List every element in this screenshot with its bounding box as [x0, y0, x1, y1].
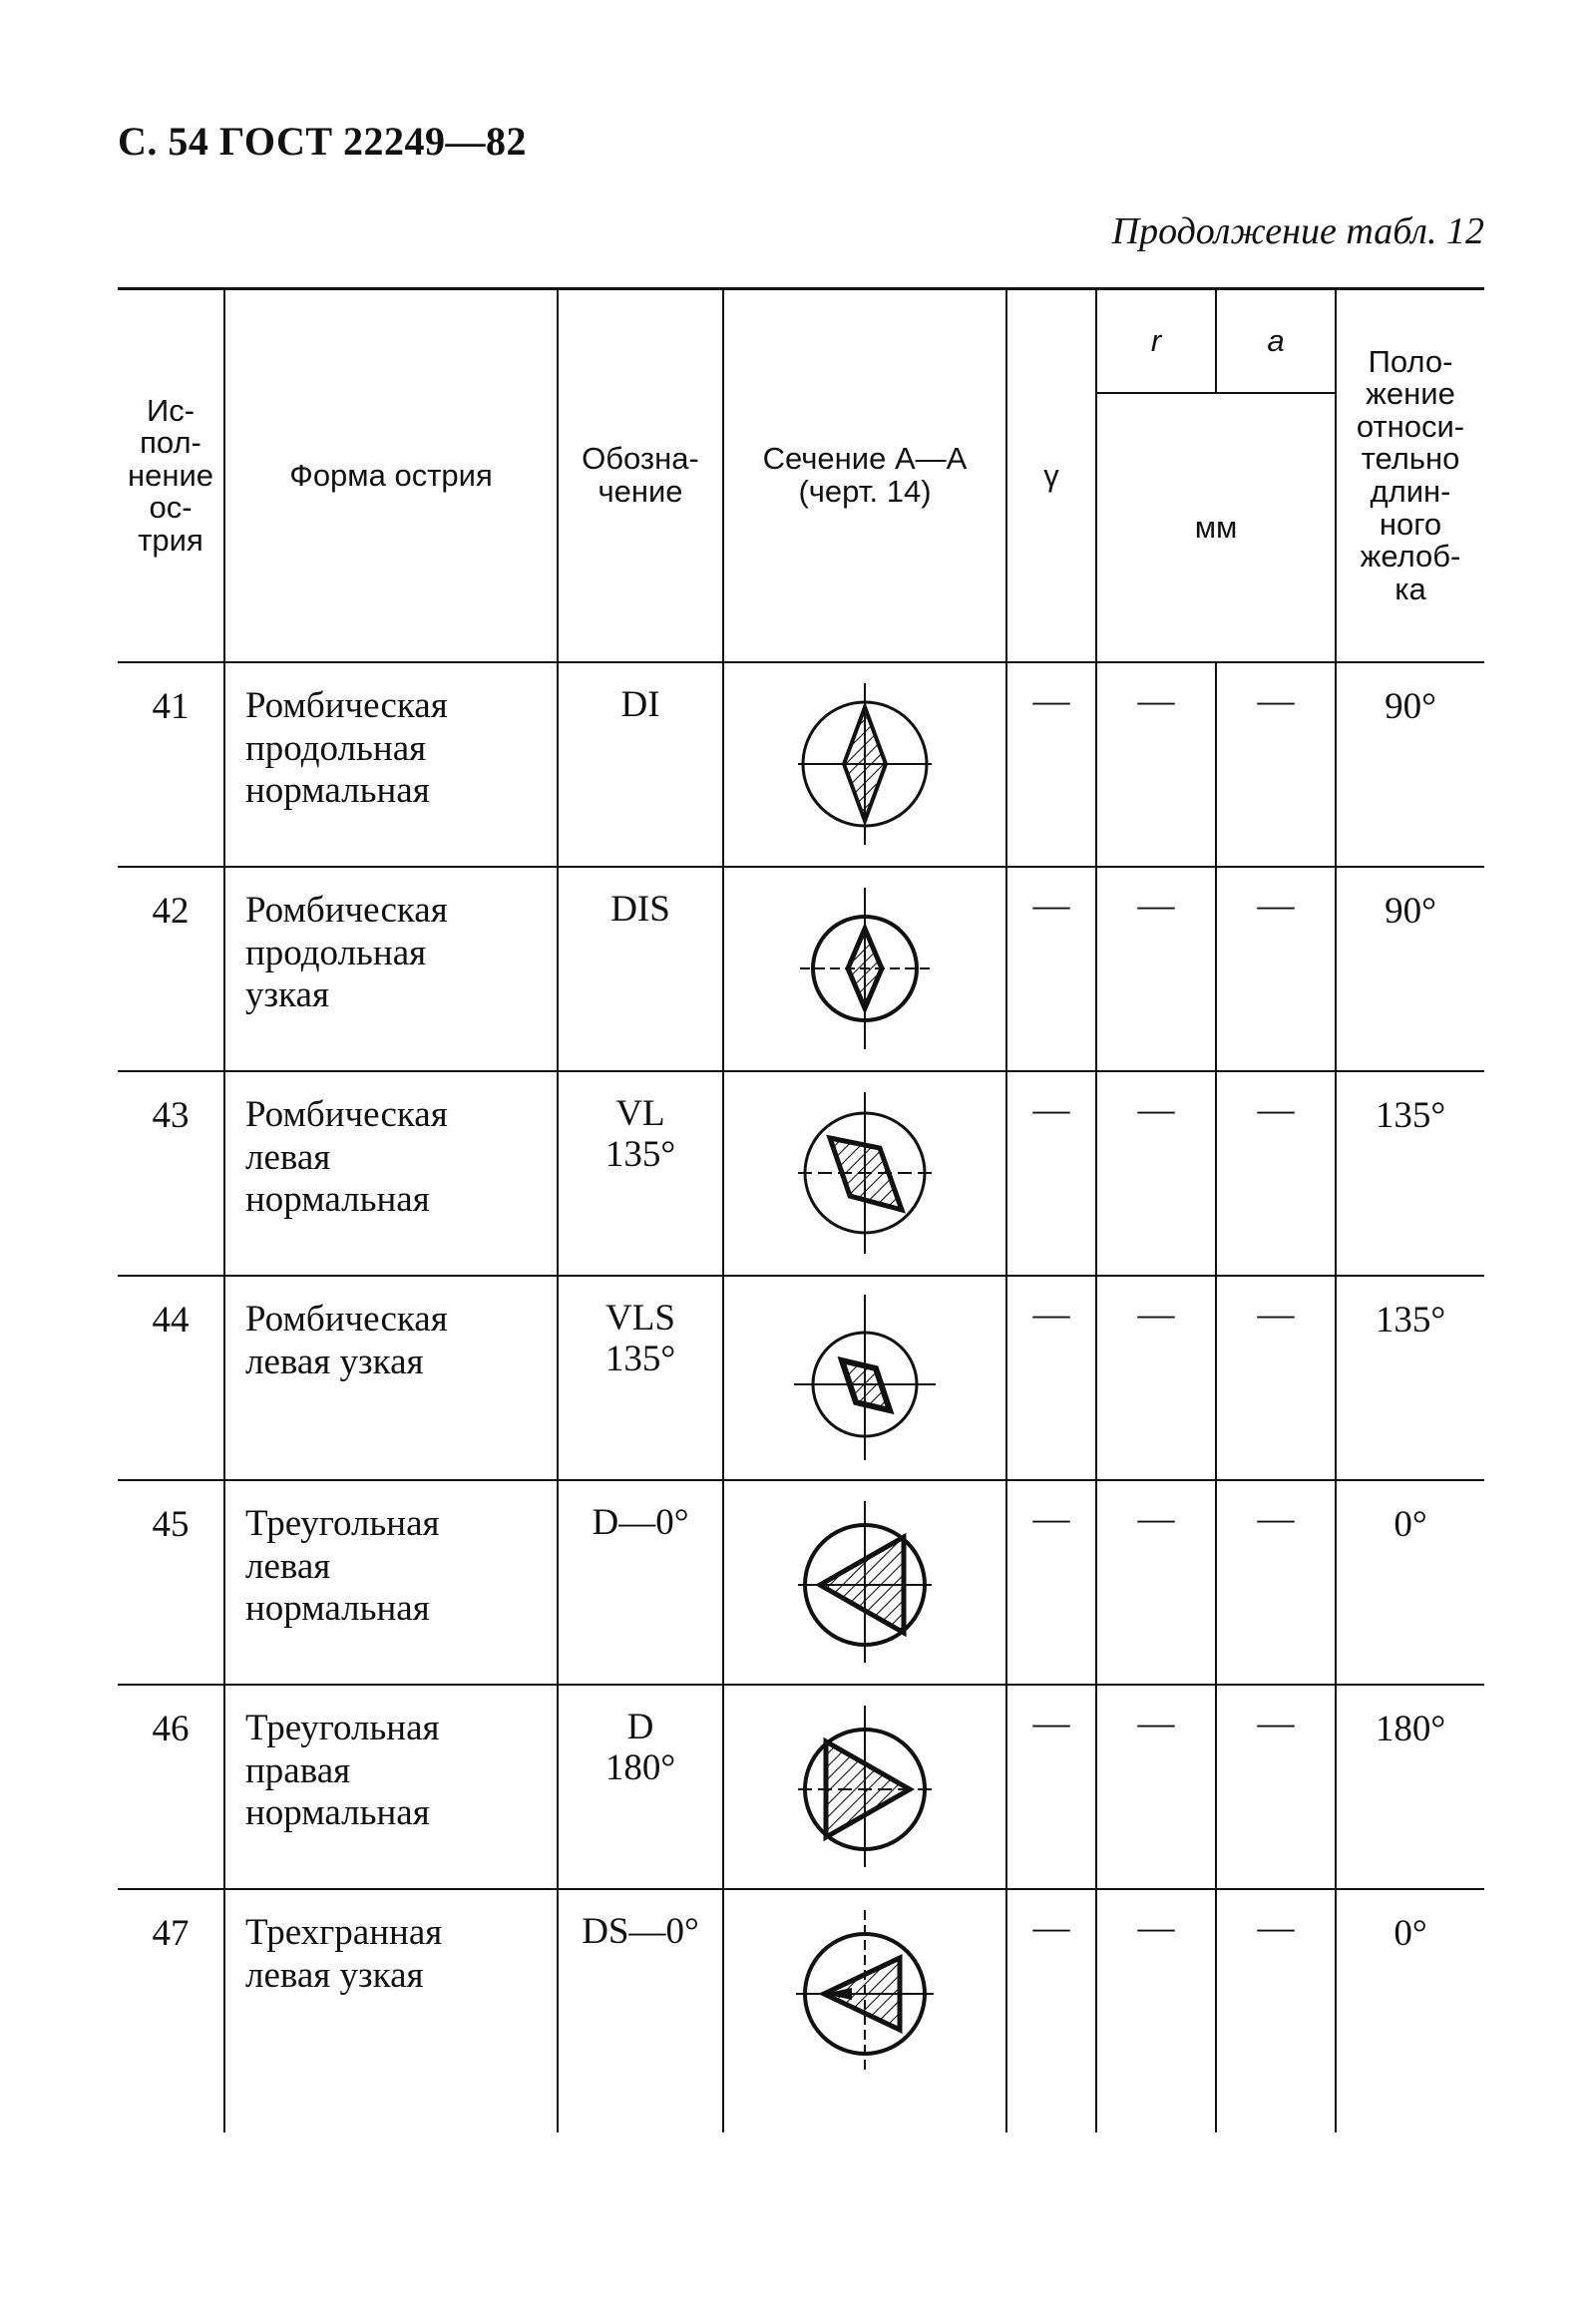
col-a: a — [1216, 289, 1336, 394]
table-row: 41 Ромбическая продольная нормальная DI — — — 90° — [118, 662, 1484, 867]
designation: VLS 135° — [604, 1298, 676, 1379]
designation: DS—0° — [582, 1911, 699, 1952]
spec-table — [118, 287, 1484, 2132]
position-value: 135° — [1375, 1300, 1446, 1341]
row-number: 44 — [152, 1300, 190, 1341]
designation: D—0° — [592, 1502, 689, 1543]
row-number: 42 — [152, 891, 190, 932]
trihedral-left-narrow-icon — [724, 1890, 1005, 2081]
triangle-left-normal-icon — [724, 1481, 1005, 1672]
page-header: С. 54 ГОСТ 22249—82 — [118, 119, 528, 164]
shape-name: Трехгранная левая узкая — [245, 1912, 443, 1996]
position-value: 90° — [1385, 686, 1436, 727]
table-row: 45 Треугольная левая нормальная D—0° — — — 0° — [118, 1480, 1484, 1685]
table-row: 46 Треугольная правая нормальная D 180° — — — 180° — [118, 1685, 1484, 1889]
shape-name: Ромбическая продольная узкая — [245, 890, 448, 1016]
col-designation: Обозна- чение — [558, 289, 723, 663]
rhombus-left-normal-icon — [724, 1072, 1005, 1263]
col-gamma: γ — [1006, 289, 1096, 663]
designation: DI — [620, 684, 660, 725]
row-number: 45 — [152, 1504, 190, 1545]
col-execution: Ис- пол- нение ос- трия — [118, 289, 224, 663]
position-value: 0° — [1394, 1504, 1427, 1545]
col-unit-mm: мм — [1096, 393, 1336, 662]
table-row: 43 Ромбическая левая нормальная VL 135° — — — 135° — [118, 1071, 1484, 1276]
col-shape: Форма острия — [224, 289, 558, 663]
col-section: Сечение А—А (черт. 14) — [723, 289, 1006, 663]
position-value: 90° — [1385, 891, 1436, 932]
row-number: 46 — [152, 1709, 190, 1749]
shape-name: Ромбическая левая нормальная — [245, 1094, 448, 1221]
table-continuation-label: Продолжение табл. 12 — [1111, 210, 1484, 252]
position-value: 180° — [1375, 1709, 1446, 1749]
rhombus-left-narrow-icon — [724, 1277, 1005, 1467]
shape-name: Ромбическая продольная нормальная — [245, 685, 448, 812]
row-number: 43 — [152, 1095, 190, 1136]
position-value: 135° — [1375, 1095, 1446, 1136]
triangle-right-normal-icon — [724, 1686, 1005, 1876]
col-position: Поло- жение относи- тельно длин- ного желоб- ка — [1336, 289, 1484, 663]
row-number: 41 — [152, 686, 190, 727]
designation: DIS — [610, 889, 670, 930]
table-row: 44 Ромбическая левая узкая VLS 135° — — — 135° — [118, 1276, 1484, 1480]
shape-name: Треугольная правая нормальная — [245, 1708, 440, 1834]
position-value: 0° — [1394, 1913, 1427, 1954]
row-number: 47 — [152, 1913, 190, 1954]
table-row: 47 Трехгранная левая узкая DS—0° — — — 0° — [118, 1889, 1484, 2132]
designation: D 180° — [604, 1707, 676, 1788]
designation: VL 135° — [604, 1093, 676, 1175]
rhombus-longitudinal-normal-icon — [724, 663, 1005, 854]
shape-name: Треугольная левая нормальная — [245, 1503, 440, 1630]
shape-name: Ромбическая левая узкая — [245, 1299, 448, 1382]
table-row: 42 Ромбическая продольная узкая DIS — — — 90° — [118, 867, 1484, 1071]
rhombus-longitudinal-narrow-icon — [724, 868, 1005, 1058]
col-r: r — [1096, 289, 1216, 394]
